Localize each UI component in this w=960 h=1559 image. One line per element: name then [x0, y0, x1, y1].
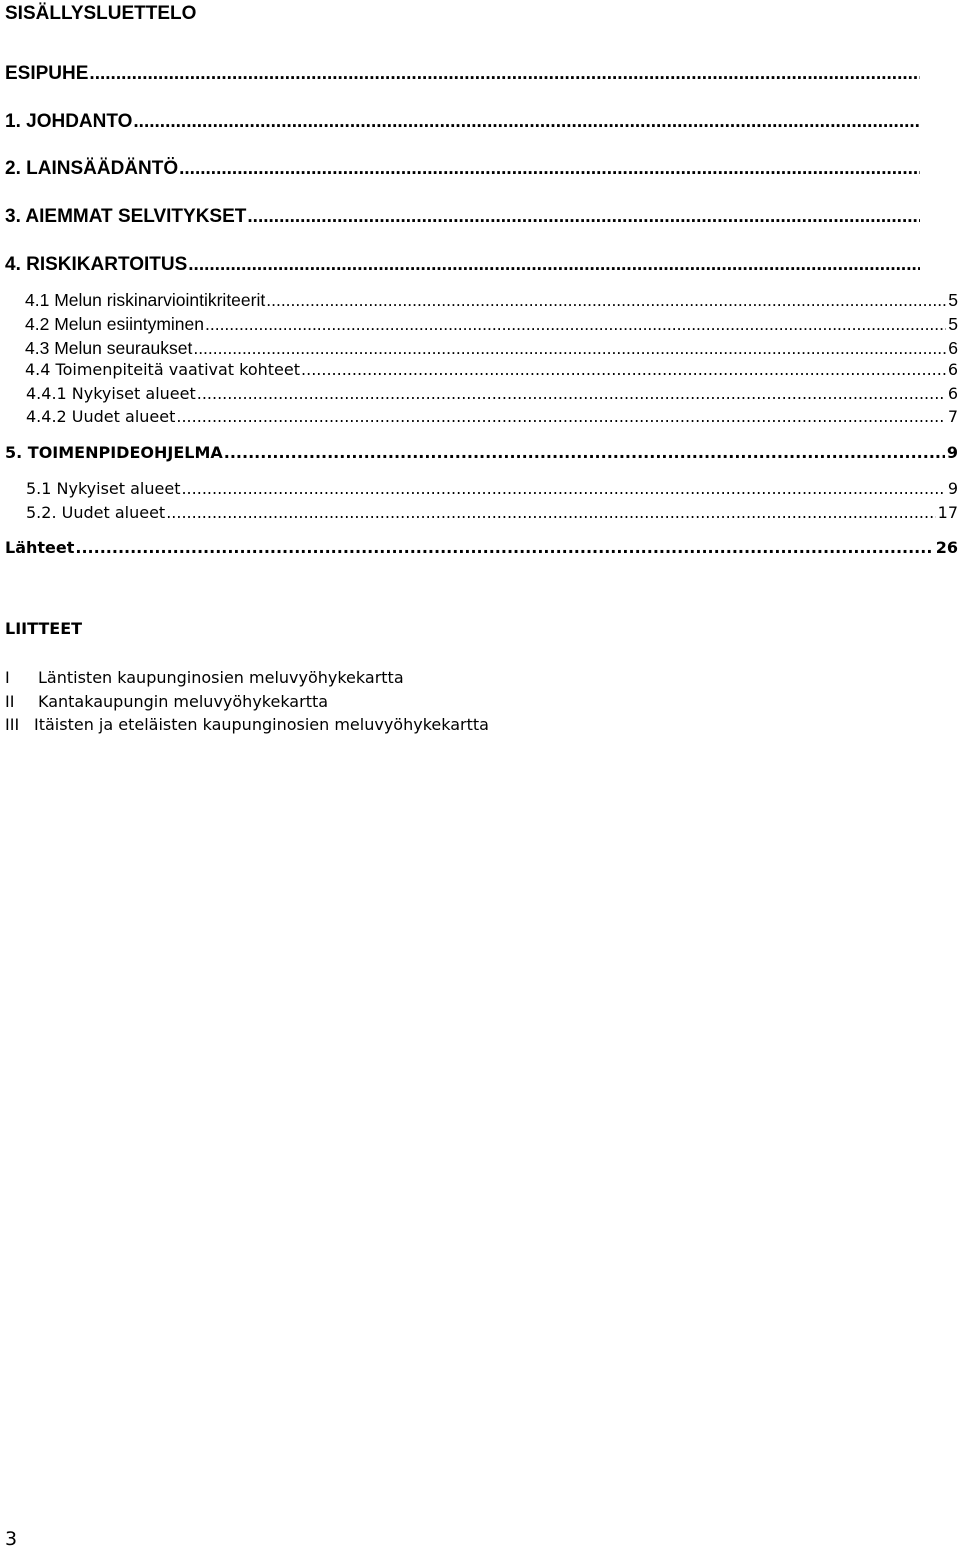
toc-leader-dots — [166, 502, 935, 524]
toc-entry-johdanto[interactable] — [5, 110, 922, 134]
toc-entry-label: 4. RISKIKARTOITUS — [5, 254, 188, 275]
toc-entry-lahteet[interactable] — [5, 537, 958, 559]
appendices-heading: LIITTEET — [5, 619, 83, 638]
toc-entry-page: 5 — [948, 290, 958, 310]
toc-entry-toimenpideohjelma[interactable] — [5, 442, 958, 464]
appendix-number: I — [5, 668, 10, 687]
toc-leader-dots — [224, 442, 945, 464]
page-number: 3 — [5, 1528, 18, 1550]
toc-entry-4-2[interactable] — [25, 313, 958, 335]
toc-entry-page: 6 — [947, 360, 958, 379]
toc-leader-dots — [197, 383, 946, 405]
toc-entry-label: 2. LAINSÄÄDÄNTÖ — [5, 158, 179, 179]
appendix-text: Läntisten kaupunginosien meluvyöhykekartta — [38, 668, 404, 687]
toc-leader-dots — [247, 205, 920, 229]
appendix-text: Itäisten ja eteläisten kaupunginosien meluvyöhykekartta — [34, 715, 489, 734]
toc-leader-dots — [89, 62, 920, 86]
toc-entry-label: 5.1 Nykyiset alueet — [26, 479, 181, 498]
toc-entry-5-2[interactable] — [26, 502, 958, 524]
toc-leader-dots — [179, 157, 920, 181]
toc-entry-label: Lähteet — [5, 538, 75, 557]
toc-leader-dots — [301, 359, 946, 381]
toc-entry-label: 4.1 Melun riskinarviointikriteerit — [25, 290, 266, 310]
toc-entry-lainsaadanto[interactable] — [5, 157, 922, 181]
appendix-item — [5, 713, 489, 737]
toc-entry-5-1[interactable] — [26, 478, 958, 500]
toc-entry-4-3[interactable] — [25, 337, 958, 359]
toc-leader-dots — [133, 110, 920, 134]
toc-entry-label: 4.4.1 Nykyiset alueet — [26, 384, 196, 403]
toc-leader-dots — [266, 289, 946, 311]
toc-leader-dots — [176, 406, 945, 428]
toc-leader-dots — [205, 313, 946, 335]
toc-entry-4-4-1[interactable] — [26, 383, 958, 405]
appendix-number: II — [5, 692, 15, 711]
toc-entry-riskikartoitus[interactable] — [5, 253, 922, 277]
toc-entry-page: 5 — [948, 314, 958, 334]
toc-entry-4-4[interactable] — [25, 359, 958, 381]
toc-entry-page: 9 — [946, 443, 958, 462]
toc-entry-label: 4.3 Melun seuraukset — [25, 338, 193, 358]
toc-entry-label: 5.2. Uudet alueet — [26, 503, 166, 522]
toc-entry-label: 4.4 Toimenpiteitä vaativat kohteet — [25, 360, 301, 379]
toc-leader-dots — [188, 253, 920, 277]
toc-entry-4-4-2[interactable] — [26, 406, 958, 428]
toc-entry-page: 9 — [947, 479, 958, 498]
document-title: SISÄLLYSLUETTELO — [5, 3, 197, 24]
toc-entry-page: 17 — [937, 503, 958, 522]
toc-entry-label: 3. AIEMMAT SELVITYKSET — [5, 206, 247, 227]
toc-entry-aiemmat-selvitykset[interactable] — [5, 205, 922, 229]
toc-entry-label: 4.2 Melun esiintyminen — [25, 314, 204, 334]
appendix-number: III — [5, 715, 20, 734]
toc-entry-label: ESIPUHE — [5, 63, 89, 84]
appendix-item — [5, 666, 404, 690]
toc-entry-esipuhe[interactable] — [5, 62, 922, 86]
toc-entry-page: 26 — [935, 538, 958, 557]
toc-entry-page: 7 — [947, 407, 958, 426]
toc-entry-label: 5. TOIMENPIDEOHJELMA — [5, 443, 223, 462]
toc-leader-dots — [193, 337, 946, 359]
toc-entry-label: 1. JOHDANTO — [5, 111, 133, 132]
toc-entry-page: 6 — [947, 384, 958, 403]
toc-leader-dots — [181, 478, 945, 500]
appendix-text: Kantakaupungin meluvyöhykekartta — [38, 692, 329, 711]
toc-entry-label: 4.4.2 Uudet alueet — [26, 407, 176, 426]
toc-leader-dots — [75, 537, 933, 559]
appendix-item — [5, 690, 328, 714]
toc-entry-page: 6 — [948, 338, 958, 358]
toc-entry-4-1[interactable] — [25, 289, 958, 311]
